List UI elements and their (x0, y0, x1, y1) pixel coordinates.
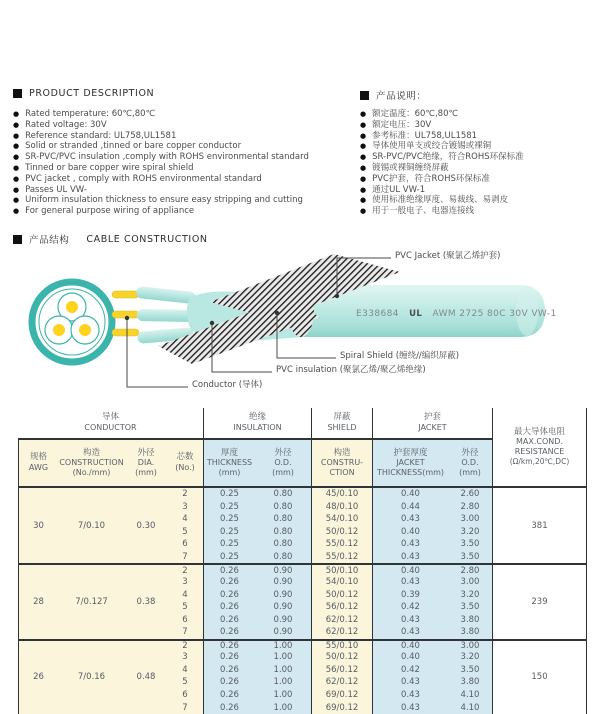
cell-ins-thickness: 0.25 (203, 513, 255, 526)
cell-cores: 6 (167, 613, 203, 626)
cell-jacket-thickness: 0.43 (372, 538, 448, 551)
description-text: 参考标准：UL758,UL1581 (372, 130, 478, 141)
cell-jacket-thickness: 0.42 (372, 601, 448, 614)
cell-ins-thickness: 0.26 (203, 563, 255, 576)
bullet-icon: ● (360, 174, 367, 183)
cable-construction-title-cn: 产品结构 (29, 235, 70, 246)
description-text: PVC护套，符合ROHS环保标准 (372, 173, 490, 184)
bullet-icon: ● (360, 185, 367, 194)
description-item (13, 152, 309, 163)
conductor-tips (112, 291, 139, 336)
cable-cross-section (32, 282, 112, 362)
cell-ins-od: 0.80 (255, 488, 311, 501)
ul-mark-icon: UL (409, 309, 423, 319)
cell-shield-construction: 55/0.12 (311, 538, 372, 551)
table-group-title: 绝缘 INSULATION (203, 408, 311, 438)
description-item (13, 131, 309, 142)
jacket-print-cert: AWM 2725 80C 30V VW-1 (432, 309, 557, 319)
cell-cores: 2 (167, 563, 203, 576)
cell-jacket-thickness: 0.40 (372, 488, 448, 501)
cell-cores: 7 (167, 701, 203, 714)
cell-shield-construction: 50/0.12 (311, 651, 372, 664)
cable-construction-diagram (0, 240, 603, 410)
cell-jacket-od: 3.50 (448, 601, 492, 614)
shield-label: Spiral Shield (缠绕//编织屏蔽) (340, 351, 460, 361)
description-text: Rated temperature: 60℃,80℃ (25, 109, 156, 119)
cell-shield-construction: 62/0.12 (311, 676, 372, 689)
cell-resistance: 381 (492, 488, 587, 563)
cell-construction: 7/0.10 (58, 488, 125, 563)
bullet-icon: ● (360, 131, 367, 140)
cell-jacket-od: 3.50 (448, 538, 492, 551)
conductor-label: Conductor (导体) (192, 380, 263, 390)
cell-shield-construction: 54/0.10 (311, 576, 372, 589)
cell-cores: 4 (167, 588, 203, 601)
cell-ins-od: 0.80 (255, 551, 311, 564)
bullet-icon: ● (360, 153, 367, 162)
description-text: SR-PVC/PVC insulation ,comply with ROHS environmental standard (25, 152, 309, 163)
cell-ins-thickness: 0.25 (203, 538, 255, 551)
cell-cores: 6 (167, 538, 203, 551)
description-text: 使用标准绝缘厚度、易裁线、易剥皮 (372, 195, 509, 206)
cell-ins-od: 0.90 (255, 588, 311, 601)
cell-jacket-od: 3.00 (448, 639, 492, 652)
description-item (13, 163, 309, 174)
product-description-list-cn (360, 109, 524, 217)
cell-ins-od: 0.90 (255, 601, 311, 614)
cell-jacket-thickness: 0.42 (372, 664, 448, 677)
cell-ins-thickness: 0.26 (203, 701, 255, 714)
description-text: Solid or stranded ,tinned or bare copper conductor (25, 141, 242, 152)
cell-jacket-thickness: 0.40 (372, 526, 448, 539)
table-column-header: 外径 DIA. (mm) (125, 438, 167, 488)
description-item (360, 109, 524, 120)
section-square-icon (360, 91, 369, 100)
cell-ins-od: 1.00 (255, 651, 311, 664)
cell-shield-construction: 69/0.12 (311, 701, 372, 714)
cell-cores: 4 (167, 513, 203, 526)
cell-jacket-od: 3.80 (448, 676, 492, 689)
table-column-header: 构造 CONSTRUCTION (No./mm) (58, 438, 125, 488)
cell-ins-od: 0.90 (255, 626, 311, 639)
bullet-icon: ● (13, 163, 20, 172)
product-description-title-text: PRODUCT DESCRIPTION (29, 88, 155, 99)
cell-dia: 0.38 (125, 563, 167, 638)
cell-ins-thickness: 0.25 (203, 501, 255, 514)
cell-jacket-thickness: 0.43 (372, 689, 448, 702)
cell-cores: 5 (167, 526, 203, 539)
description-text: Tinned or bare copper wire spiral shield (25, 162, 194, 173)
cell-ins-thickness: 0.26 (203, 689, 255, 702)
description-item (13, 195, 309, 206)
cell-jacket-thickness: 0.43 (372, 676, 448, 689)
product-description-title (13, 88, 154, 99)
cell-ins-thickness: 0.25 (203, 488, 255, 501)
cell-jacket-od: 3.80 (448, 613, 492, 626)
description-text: 额定电压：30V (372, 119, 432, 130)
cell-construction: 7/0.16 (58, 639, 125, 714)
table-column-header: 构造 CONSTRU- CTION (311, 438, 372, 488)
jacket-print (356, 309, 557, 319)
cell-shield-construction: 45/0.10 (311, 488, 372, 501)
cell-shield-construction: 62/0.12 (311, 626, 372, 639)
bullet-icon: ● (360, 163, 367, 172)
shield-cut-end (288, 285, 314, 337)
cell-jacket-od: 3.80 (448, 626, 492, 639)
cell-shield-construction: 56/0.12 (311, 601, 372, 614)
description-item (360, 206, 524, 217)
cell-dia: 0.30 (125, 488, 167, 563)
cell-shield-construction: 56/0.12 (311, 664, 372, 677)
cell-ins-thickness: 0.26 (203, 664, 255, 677)
description-text: Reference standard: UL758,UL1581 (25, 130, 177, 141)
cell-cores: 7 (167, 551, 203, 564)
cell-ins-od: 0.80 (255, 538, 311, 551)
product-description-list-en (13, 109, 309, 217)
description-text: Passes UL VW- (25, 184, 87, 195)
table-column-header: 护套厚度 JACKET THICKNESS(mm) (372, 438, 448, 488)
cell-cores: 7 (167, 626, 203, 639)
description-text: 导体使用单支或绞合镀锡或裸铜 (372, 141, 492, 152)
cell-ins-thickness: 0.26 (203, 676, 255, 689)
cell-jacket-od: 3.50 (448, 664, 492, 677)
table-group-title: 护套 JACKET (372, 408, 492, 438)
bullet-icon: ● (13, 153, 20, 162)
bullet-icon: ● (13, 110, 20, 118)
cell-jacket-od: 3.50 (448, 551, 492, 564)
product-description-title-cn (360, 88, 427, 102)
cell-jacket-thickness: 0.39 (372, 588, 448, 601)
cell-ins-od: 0.90 (255, 563, 311, 576)
description-item (360, 174, 524, 185)
description-text: 用于一般电子、电器连接线 (372, 206, 475, 217)
cell-ins-od: 1.00 (255, 664, 311, 677)
cell-ins-od: 1.00 (255, 639, 311, 652)
cell-awg: 28 (18, 563, 58, 638)
cell-cores: 2 (167, 639, 203, 652)
cell-shield-construction: 55/0.12 (311, 551, 372, 564)
section-square-icon (13, 89, 22, 98)
description-item (13, 185, 309, 196)
jacket-print-number: E338684 (356, 309, 399, 319)
cell-cores: 3 (167, 651, 203, 664)
description-item (360, 152, 524, 163)
conductor-dot (66, 301, 78, 313)
description-text: 通过UL VW-1 (372, 184, 426, 195)
conductor-dot (79, 324, 91, 336)
cell-shield-construction: 50/0.10 (311, 563, 372, 576)
cell-ins-thickness: 0.26 (203, 613, 255, 626)
conductor-dot (53, 324, 65, 336)
cell-ins-thickness: 0.26 (203, 588, 255, 601)
bullet-icon: ● (360, 207, 367, 216)
cell-jacket-thickness: 0.43 (372, 701, 448, 714)
product-description-title-cn-text: 产品说明： (376, 91, 427, 102)
cell-dia: 0.48 (125, 639, 167, 714)
cell-shield-construction: 50/0.12 (311, 588, 372, 601)
cell-jacket-thickness: 0.43 (372, 551, 448, 564)
cell-shield-construction: 50/0.12 (311, 526, 372, 539)
description-text: For general purpose wiring of appliance (25, 206, 195, 217)
cell-awg: 30 (18, 488, 58, 563)
table-column-header: 外径 O.D. (mm) (448, 438, 492, 488)
description-item (360, 131, 524, 142)
cell-jacket-od: 2.80 (448, 501, 492, 514)
cell-jacket-thickness: 0.43 (372, 613, 448, 626)
cell-ins-od: 0.90 (255, 576, 311, 589)
cell-shield-construction: 55/0.10 (311, 639, 372, 652)
spec-table-header (18, 408, 587, 488)
description-text: 额定温度：60℃,80℃ (372, 109, 459, 119)
cell-jacket-od: 3.20 (448, 588, 492, 601)
spec-table (18, 408, 587, 714)
bullet-icon: ● (360, 120, 367, 129)
cell-jacket-thickness: 0.43 (372, 576, 448, 589)
cell-ins-thickness: 0.25 (203, 551, 255, 564)
description-text: Rated voltage: 30V (25, 119, 107, 130)
cell-jacket-od: 3.00 (448, 513, 492, 526)
cell-ins-thickness: 0.26 (203, 651, 255, 664)
cell-jacket-thickness: 0.43 (372, 513, 448, 526)
cell-jacket-od: 2.60 (448, 488, 492, 501)
cell-cores: 5 (167, 676, 203, 689)
table-column-header: 外径 O.D. (mm) (255, 438, 311, 488)
description-item (360, 195, 524, 206)
bullet-icon: ● (13, 174, 20, 183)
cell-ins-od: 0.80 (255, 513, 311, 526)
cell-ins-thickness: 0.25 (203, 526, 255, 539)
description-text: SR-PVC/PVC绝缘，符合ROHS环保标准 (372, 152, 524, 163)
description-text: PVC jacket , comply with ROHS environmental standard (25, 173, 262, 184)
spec-table-body (18, 488, 587, 714)
cell-ins-od: 1.00 (255, 676, 311, 689)
bullet-icon: ● (13, 185, 20, 194)
description-item (13, 141, 309, 152)
cell-ins-thickness: 0.26 (203, 576, 255, 589)
description-item (360, 163, 524, 174)
table-column-header: 最大导体电阻 MAX.COND. RESISTANCE (Ω/km,20℃,DC) (492, 408, 587, 488)
cell-jacket-od: 3.20 (448, 526, 492, 539)
cell-jacket-thickness: 0.40 (372, 639, 448, 652)
cell-cores: 4 (167, 664, 203, 677)
cell-jacket-thickness: 0.40 (372, 651, 448, 664)
cell-shield-construction: 62/0.12 (311, 613, 372, 626)
description-item (360, 141, 524, 152)
bullet-icon: ● (13, 142, 20, 151)
bullet-icon: ● (13, 196, 20, 205)
bullet-icon: ● (13, 207, 20, 216)
bullet-icon: ● (13, 131, 20, 140)
cell-construction: 7/0.127 (58, 563, 125, 638)
description-item (13, 109, 309, 120)
table-column-header: 芯数 (No.) (167, 438, 203, 488)
cell-jacket-thickness: 0.43 (372, 626, 448, 639)
cell-ins-od: 0.90 (255, 613, 311, 626)
description-item (13, 120, 309, 131)
bullet-icon: ● (360, 196, 367, 205)
bullet-icon: ● (13, 120, 20, 129)
description-item (360, 120, 524, 131)
table-column-header: 规格 AWG (18, 438, 58, 488)
insulation-label: PVC insulation (聚氯乙烯/聚乙烯绝缘) (276, 365, 426, 375)
cell-jacket-od: 3.20 (448, 651, 492, 664)
cell-ins-od: 1.00 (255, 701, 311, 714)
cell-ins-thickness: 0.26 (203, 626, 255, 639)
cell-shield-construction: 48/0.10 (311, 501, 372, 514)
bullet-icon: ● (360, 110, 367, 118)
cell-cores: 5 (167, 601, 203, 614)
bullet-icon: ● (360, 142, 367, 151)
description-item (360, 185, 524, 196)
cell-ins-od: 0.80 (255, 526, 311, 539)
description-text: Uniform insulation thickness to ensure easy stripping and cutting (25, 195, 303, 206)
cell-cores: 3 (167, 501, 203, 514)
cell-jacket-od: 4.10 (448, 689, 492, 702)
cell-resistance: 150 (492, 639, 587, 714)
cell-jacket-thickness: 0.40 (372, 563, 448, 576)
cell-resistance: 239 (492, 563, 587, 638)
table-column-header: 厚度 THICKNESS (mm) (203, 438, 255, 488)
cell-jacket-thickness: 0.44 (372, 501, 448, 514)
cell-awg: 26 (18, 639, 58, 714)
cell-cores: 3 (167, 576, 203, 589)
description-item (13, 206, 309, 217)
cell-cores: 6 (167, 689, 203, 702)
cell-jacket-od: 3.00 (448, 576, 492, 589)
cell-ins-thickness: 0.26 (203, 601, 255, 614)
cell-cores: 2 (167, 488, 203, 501)
cell-jacket-od: 2.80 (448, 563, 492, 576)
table-group-title: 屏蔽 SHIELD (311, 408, 372, 438)
cell-jacket-od: 4.10 (448, 701, 492, 714)
cell-ins-thickness: 0.26 (203, 639, 255, 652)
table-group-title: 导体 CONDUCTOR (18, 408, 203, 438)
cell-ins-od: 1.00 (255, 689, 311, 702)
jacket-label: PVC Jacket (聚氯乙烯护套) (395, 251, 501, 261)
cell-shield-construction: 54/0.10 (311, 513, 372, 526)
cable-construction-title-en: CABLE CONSTRUCTION (86, 233, 208, 245)
description-item (13, 174, 309, 185)
cell-shield-construction: 69/0.12 (311, 689, 372, 702)
cell-ins-od: 0.80 (255, 501, 311, 514)
description-text: 镀锡或裸铜缠绕屏蔽 (372, 162, 449, 173)
